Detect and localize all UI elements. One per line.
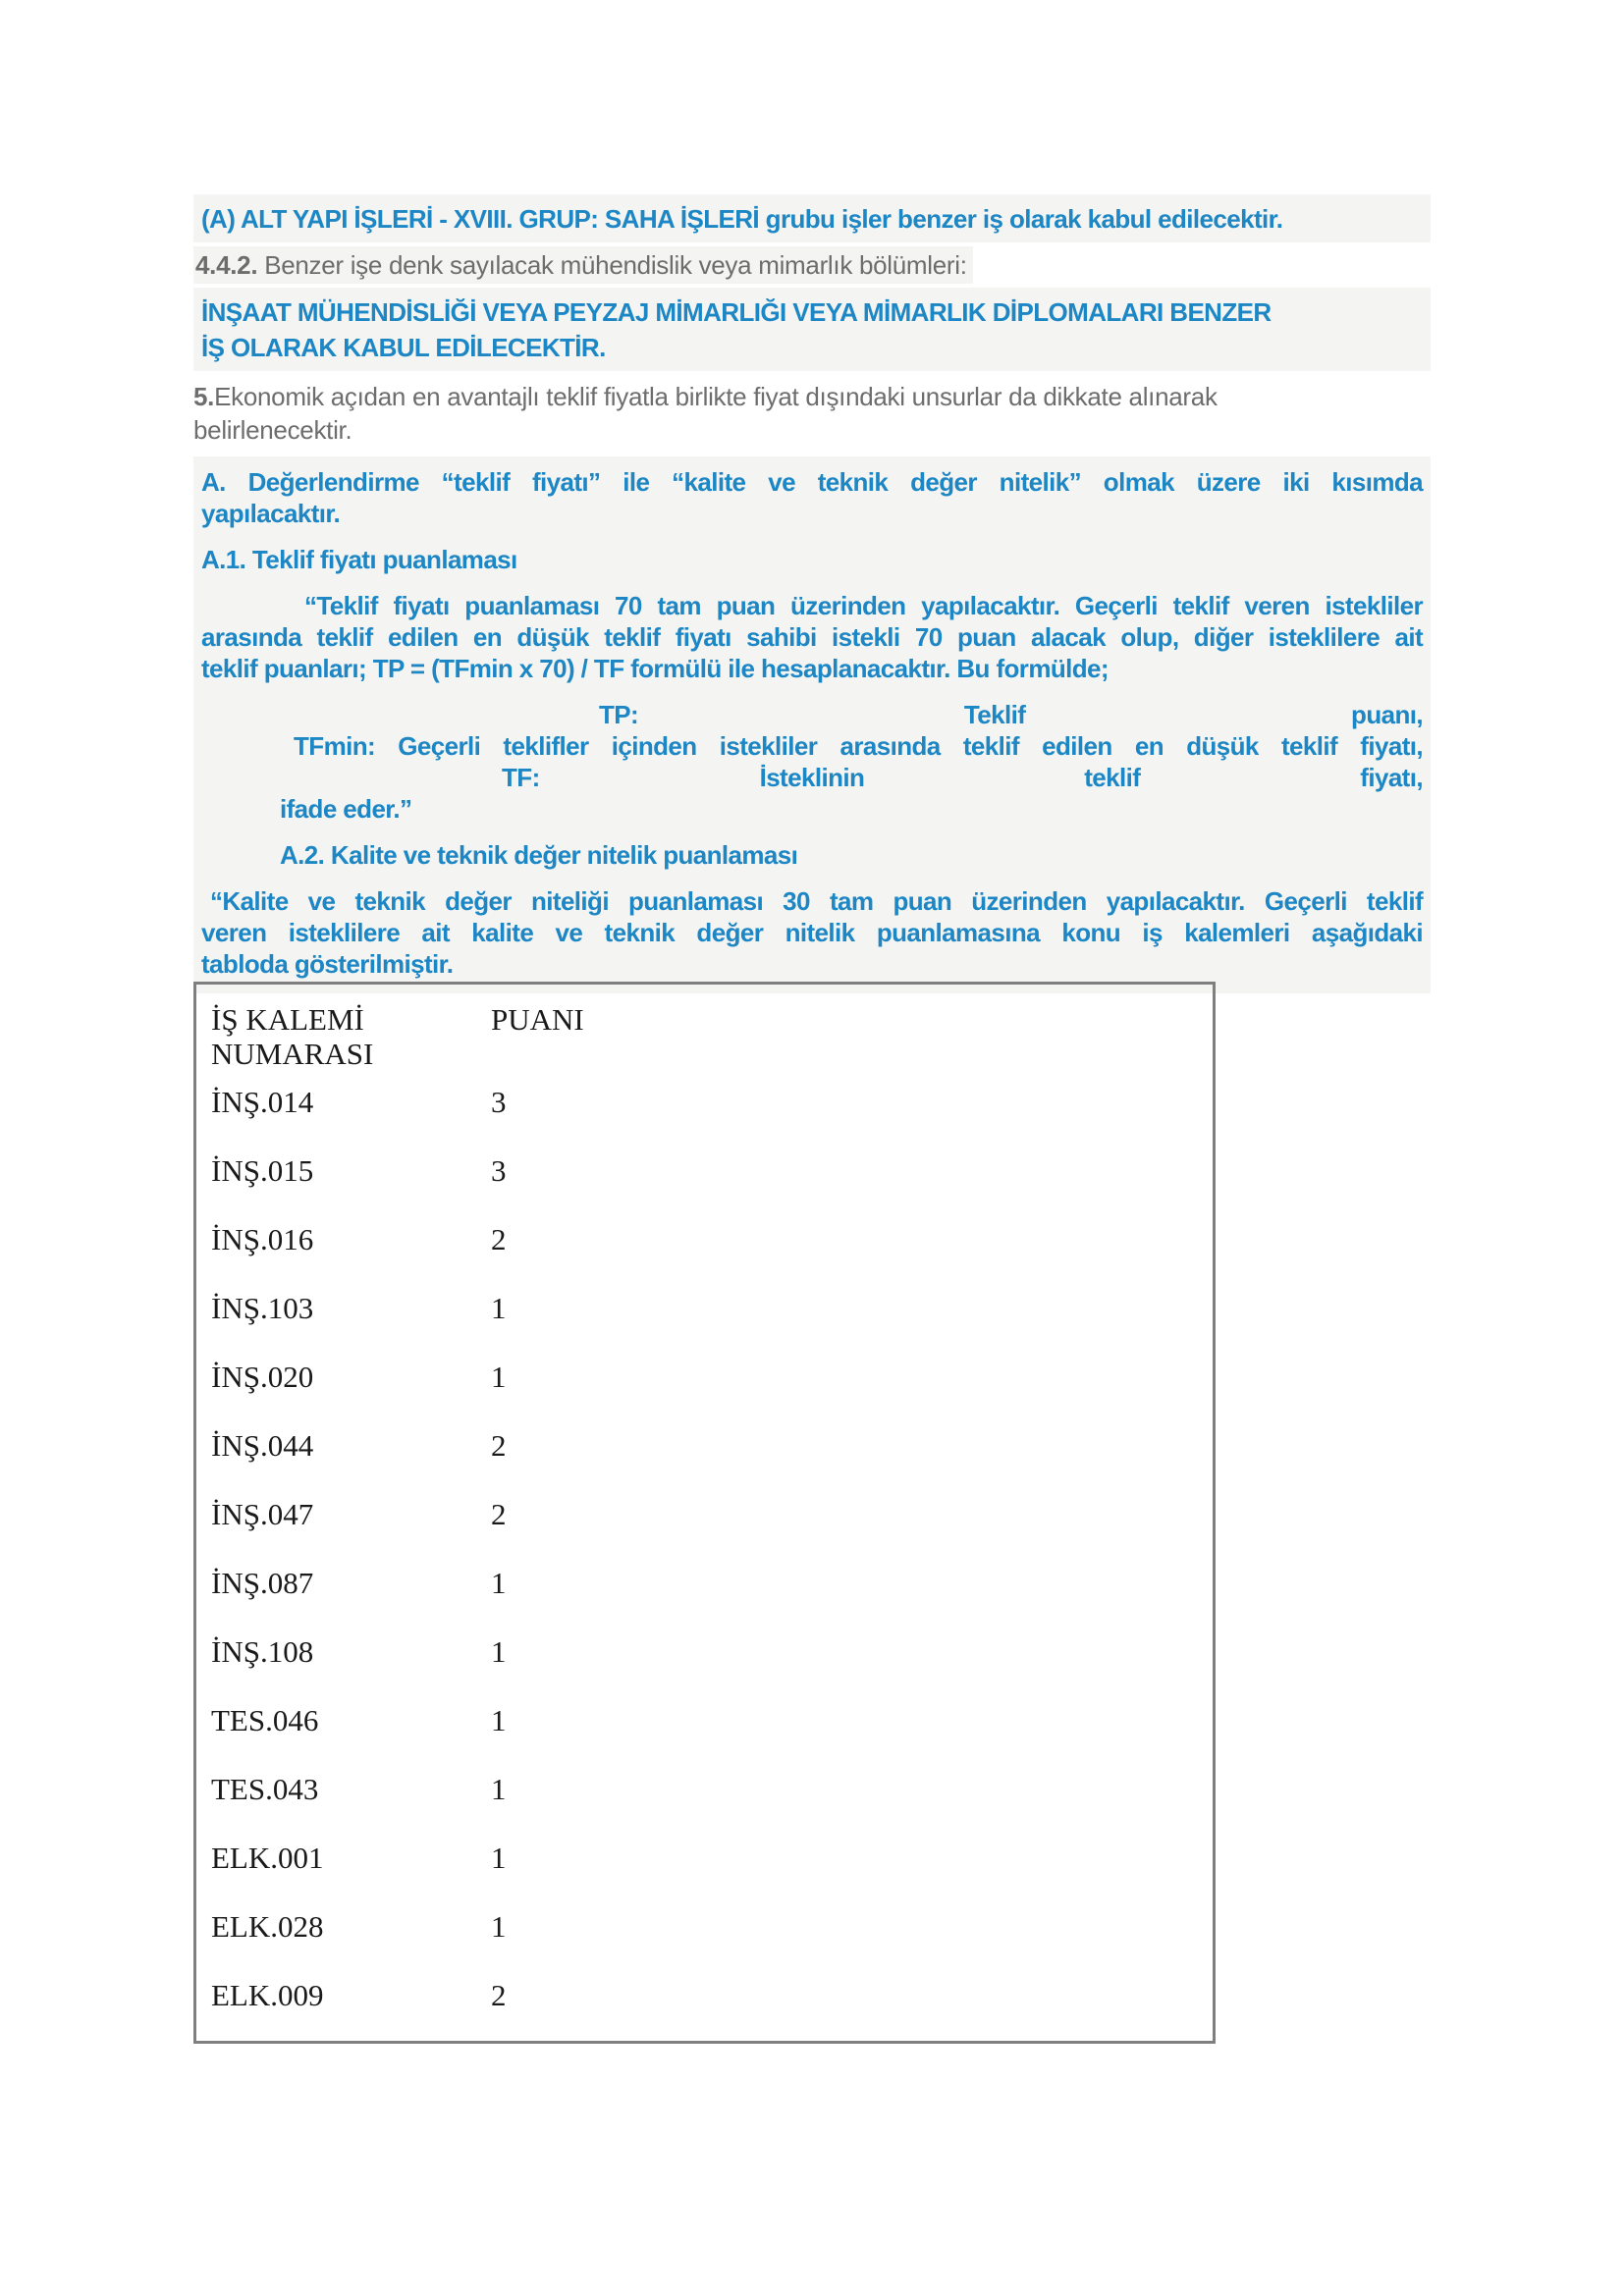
item-score: 1	[491, 1909, 507, 1944]
document-body	[193, 194, 1431, 993]
item-code: ELK.028	[211, 1909, 324, 1944]
formula-tfmin-line: TFmin: Geçerli teklifler içinden istekliler arasında teklif edilen en düşük teklif fiyatı,	[294, 731, 1423, 761]
item-score: 3	[491, 1085, 507, 1119]
a2-line-3: tabloda gösterilmiştir.	[201, 949, 454, 979]
table-row	[211, 1222, 1213, 1291]
table-row	[211, 1497, 1213, 1566]
item-score: 1	[491, 1291, 507, 1325]
section-a-line-2: yapılacaktır.	[201, 499, 341, 528]
clause-5-text: Ekonomik açıdan en avantajlı teklif fiyatla birlikte fiyat dışındaki unsurlar da dikkate alınarak	[214, 382, 1218, 411]
item-code: İNŞ.016	[211, 1222, 314, 1256]
score-table-header	[211, 1002, 1213, 1071]
item-code: İNŞ.015	[211, 1153, 314, 1188]
table-row	[211, 1841, 1213, 1909]
section-a2-title: A.2. Kalite ve teknik değer nitelik puanlaması	[280, 840, 798, 870]
formula-tp-line	[201, 699, 1423, 730]
formula-tf-label: TF:	[502, 763, 540, 792]
a1-paragraph	[201, 590, 1423, 684]
a1-line-3: teklif puanları; TP = (TFmin x 70) / TF formülü ile hesaplanacaktır. Bu formülde;	[201, 654, 1109, 683]
item-score: 2	[491, 1428, 507, 1463]
item-score: 1	[491, 1634, 507, 1669]
header-item-line-2: NUMARASI	[211, 1037, 374, 1071]
item-code: TES.046	[211, 1703, 319, 1737]
score-table	[193, 982, 1216, 2044]
table-row	[211, 1085, 1213, 1153]
table-row	[211, 1978, 1213, 2044]
table-row	[211, 1634, 1213, 1703]
table-row	[211, 1360, 1213, 1428]
item-code: İNŞ.047	[211, 1497, 314, 1531]
clause-442-line	[193, 247, 1431, 283]
diploma-line-2: İŞ OLARAK KABUL EDİLECEKTİR.	[201, 333, 606, 362]
table-row	[211, 1428, 1213, 1497]
item-score: 1	[491, 1360, 507, 1394]
item-score: 1	[491, 1841, 507, 1875]
table-row	[211, 1772, 1213, 1841]
item-score: 1	[491, 1566, 507, 1600]
table-row	[211, 1703, 1213, 1772]
table-row	[211, 1291, 1213, 1360]
formula-tf-word3: fiyatı,	[1360, 763, 1423, 792]
a1-line-1: “Teklif fiyatı puanlaması 70 tam puan üzerinden yapılacaktır. Geçerli teklif veren istekliler	[304, 591, 1423, 620]
item-code: İNŞ.044	[211, 1428, 314, 1463]
a2-paragraph	[201, 885, 1423, 980]
header-item-column	[211, 1002, 491, 1071]
score-table-rows	[211, 1085, 1213, 2044]
formula-tf-line	[201, 762, 1423, 793]
diploma-statement	[193, 288, 1431, 371]
table-row	[211, 1153, 1213, 1222]
formula-tp-label: TP:	[599, 700, 639, 729]
clause-442-highlight	[193, 246, 973, 284]
a2-line-1: “Kalite ve teknik değer niteliği puanlaması 30 tam puan üzerinden yapılacaktır. Geçerli teklif	[210, 886, 1423, 916]
section-a-line-1: A. Değerlendirme “teklif fiyatı” ile “kalite ve teknik değer nitelik” olmak üzere iki kısımda	[201, 467, 1423, 497]
clause-5-line-1	[193, 380, 1431, 413]
formula-tp-word2: puanı,	[1351, 700, 1423, 729]
clause-442-label: 4.4.2.	[195, 250, 258, 280]
formula-closing-line: ifade eder.”	[280, 794, 412, 824]
item-code: İNŞ.014	[211, 1085, 314, 1119]
item-code: İNŞ.108	[211, 1634, 314, 1669]
item-code: İNŞ.087	[211, 1566, 314, 1600]
clause-5-label: 5.	[193, 382, 215, 411]
header-score-column: PUANI	[491, 1002, 584, 1037]
item-score: 2	[491, 1978, 507, 2012]
table-row	[211, 1566, 1213, 1634]
formula-tf-word1: İsteklinin	[759, 763, 865, 792]
table-row	[211, 1909, 1213, 1978]
a2-line-2: veren isteklilere ait kalite ve teknik değer nitelik puanlamasına konu iş kalemleri aşağıdaki	[201, 918, 1423, 947]
clause-442-text: Benzer işe denk sayılacak mühendislik veya mimarlık bölümleri:	[257, 250, 967, 280]
item-code: ELK.009	[211, 1978, 324, 2012]
item-score: 3	[491, 1153, 507, 1188]
formula-definitions	[201, 699, 1423, 825]
item-score: 1	[491, 1703, 507, 1737]
formula-tp-word1: Teklif	[963, 700, 1026, 729]
item-code: ELK.001	[211, 1841, 324, 1875]
item-code: İNŞ.020	[211, 1360, 314, 1394]
evaluation-section	[193, 456, 1431, 993]
clause-5-paragraph	[193, 380, 1431, 447]
item-code: İNŞ.103	[211, 1291, 314, 1325]
clause-5-line-2: belirlenecektir.	[193, 415, 352, 445]
formula-tf-word2: teklif	[1084, 763, 1141, 792]
section-a1-title: A.1. Teklif fiyatı puanlaması	[201, 545, 517, 574]
header-item-line-1: İŞ KALEMİ	[211, 1002, 364, 1037]
section-a-paragraph	[201, 466, 1423, 529]
item-score: 1	[491, 1772, 507, 1806]
diploma-line-1: İNŞAAT MÜHENDİSLİĞİ VEYA PEYZAJ MİMARLIĞI VEYA MİMARLIK DİPLOMALARI BENZER	[201, 297, 1272, 327]
item-score: 2	[491, 1222, 507, 1256]
heading-group-line: (A) ALT YAPI İŞLERİ - XVIII. GRUP: SAHA İŞLERİ grubu işler benzer iş olarak kabul edilecektir.	[193, 194, 1431, 242]
item-code: TES.043	[211, 1772, 319, 1806]
item-score: 2	[491, 1497, 507, 1531]
a1-line-2: arasında teklif edilen en düşük teklif fiyatı sahibi istekli 70 puan alacak olup, diğer isteklilere ait	[201, 622, 1423, 652]
